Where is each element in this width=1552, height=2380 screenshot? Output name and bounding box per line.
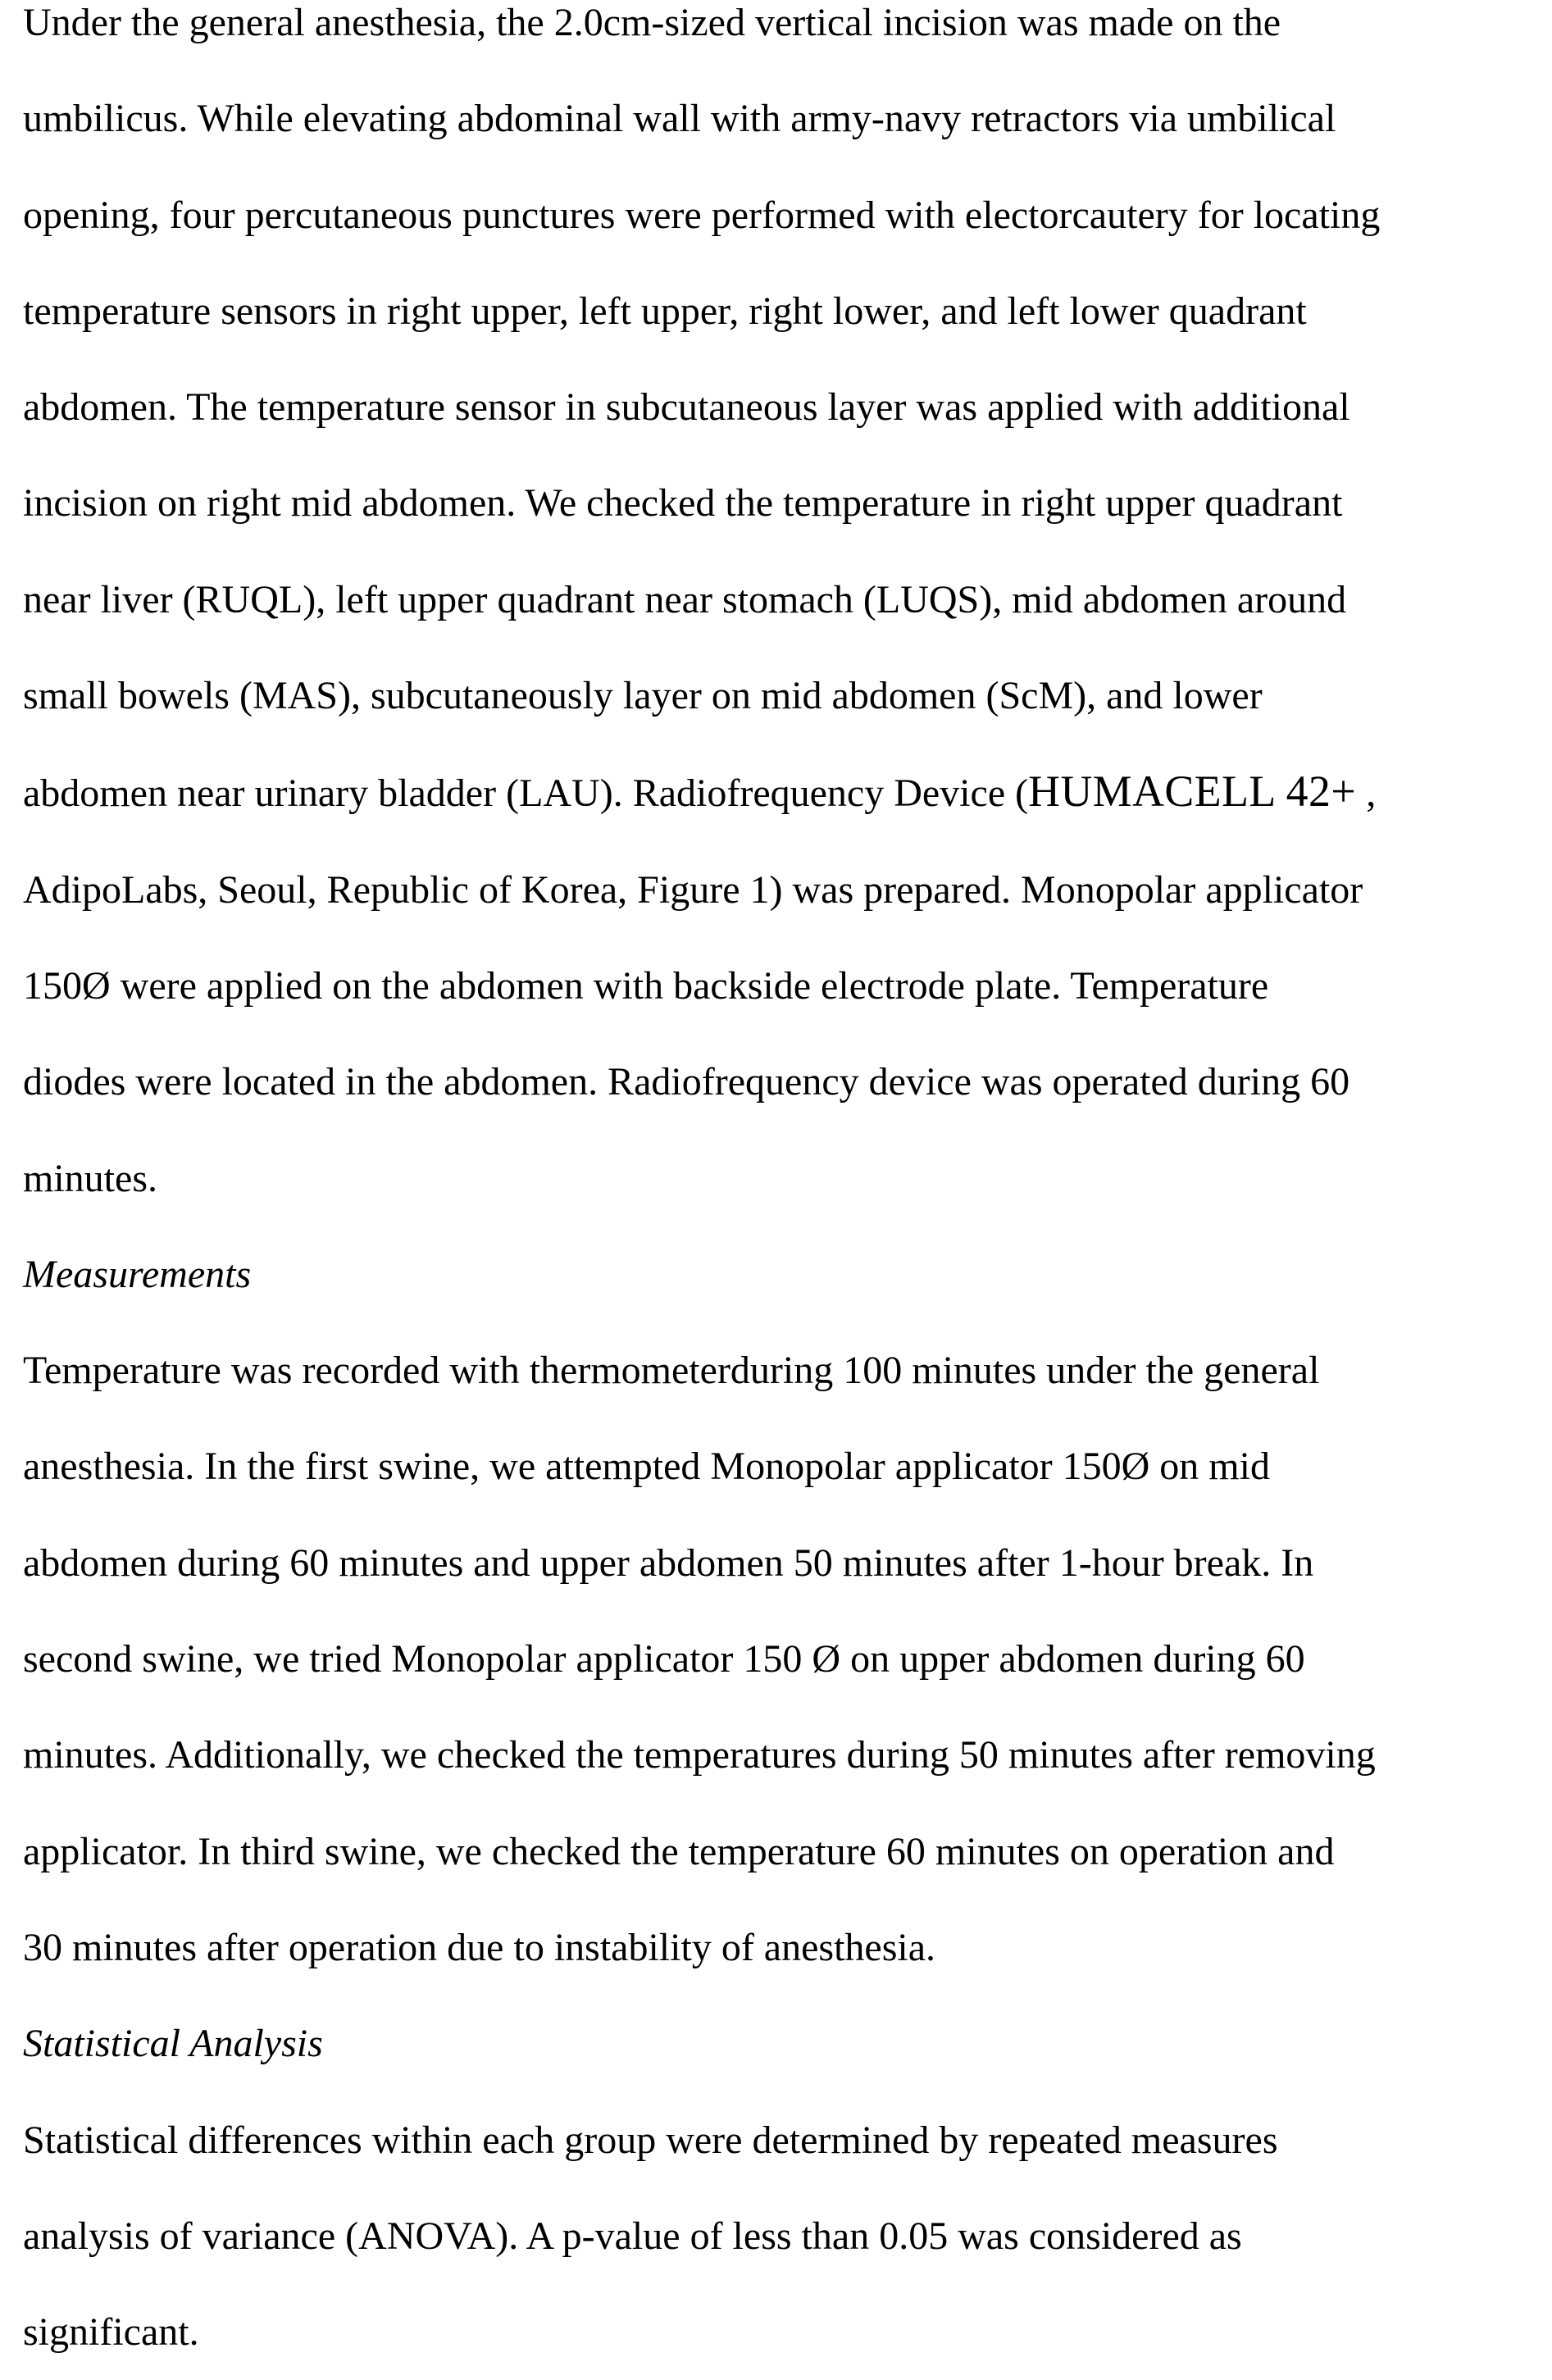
text-line: diodes were located in the abdomen. Radiofrequency device was operated during 60 (23, 1060, 1350, 1104)
section-heading: Measurements (23, 1252, 252, 1296)
text-line: second swine, we tried Monopolar applicator 150 Ø on upper abdomen during 60 (23, 1637, 1305, 1681)
text-line (23, 744, 1552, 841)
text-line: significant. (23, 2310, 199, 2355)
text-segment: , (1356, 771, 1377, 816)
section-heading: Statistical Analysis (23, 2022, 323, 2066)
device-name: HUMACELL 42+ (1028, 767, 1357, 817)
text-block (23, 0, 1552, 2380)
text-line: incision on right mid abdomen. We checked the temperature in right upper quadrant (23, 481, 1343, 526)
text-line: anesthesia. In the first swine, we attempted Monopolar applicator 150Ø on mid (23, 1445, 1270, 1489)
text-line: Temperature was recorded with thermometerduring 100 minutes under the general (23, 1349, 1320, 1393)
text-line: analysis of variance (ANOVA). A p-value of less than 0.05 was considered as (23, 2214, 1242, 2258)
text-line: AdipoLabs, Seoul, Republic of Korea, Figure 1) was prepared. Monopolar applicator (23, 867, 1363, 912)
text-line: small bowels (MAS), subcutaneously layer on mid abdomen (ScM), and lower (23, 674, 1263, 718)
text-line: near liver (RUQL), left upper quadrant near stomach (LUQS), mid abdomen around (23, 577, 1347, 621)
text-line: temperature sensors in right upper, left upper, right lower, and left lower quadrant (23, 289, 1307, 333)
text-line: Under the general anesthesia, the 2.0cm-sized vertical incision was made on the (23, 1, 1281, 44)
text-line: minutes. (23, 1156, 157, 1200)
text-line: 30 minutes after operation due to instability of anesthesia. (23, 1925, 936, 1969)
text-line: Statistical differences within each group were determined by repeated measures (23, 2118, 1278, 2162)
text-line: umbilicus. While elevating abdominal wall with army-navy retractors via umbilical (23, 97, 1336, 141)
text-line: 150Ø were applied on the abdomen with backside electrode plate. Temperature (23, 963, 1269, 1008)
text-line: minutes. Additionally, we checked the temperatures during 50 minutes after removing (23, 1733, 1376, 1777)
text-line: abdomen. The temperature sensor in subcutaneous layer was applied with additional (23, 385, 1350, 430)
text-line: opening, four percutaneous punctures were performed with electorcautery for locating (23, 193, 1381, 237)
text-segment: abdomen near urinary bladder (LAU). Radiofrequency Device ( (23, 771, 1029, 816)
text-line: applicator. In third swine, we checked the temperature 60 minutes on operation and (23, 1829, 1335, 1873)
text-line: abdomen during 60 minutes and upper abdomen 50 minutes after 1-hour break. In (23, 1540, 1314, 1585)
